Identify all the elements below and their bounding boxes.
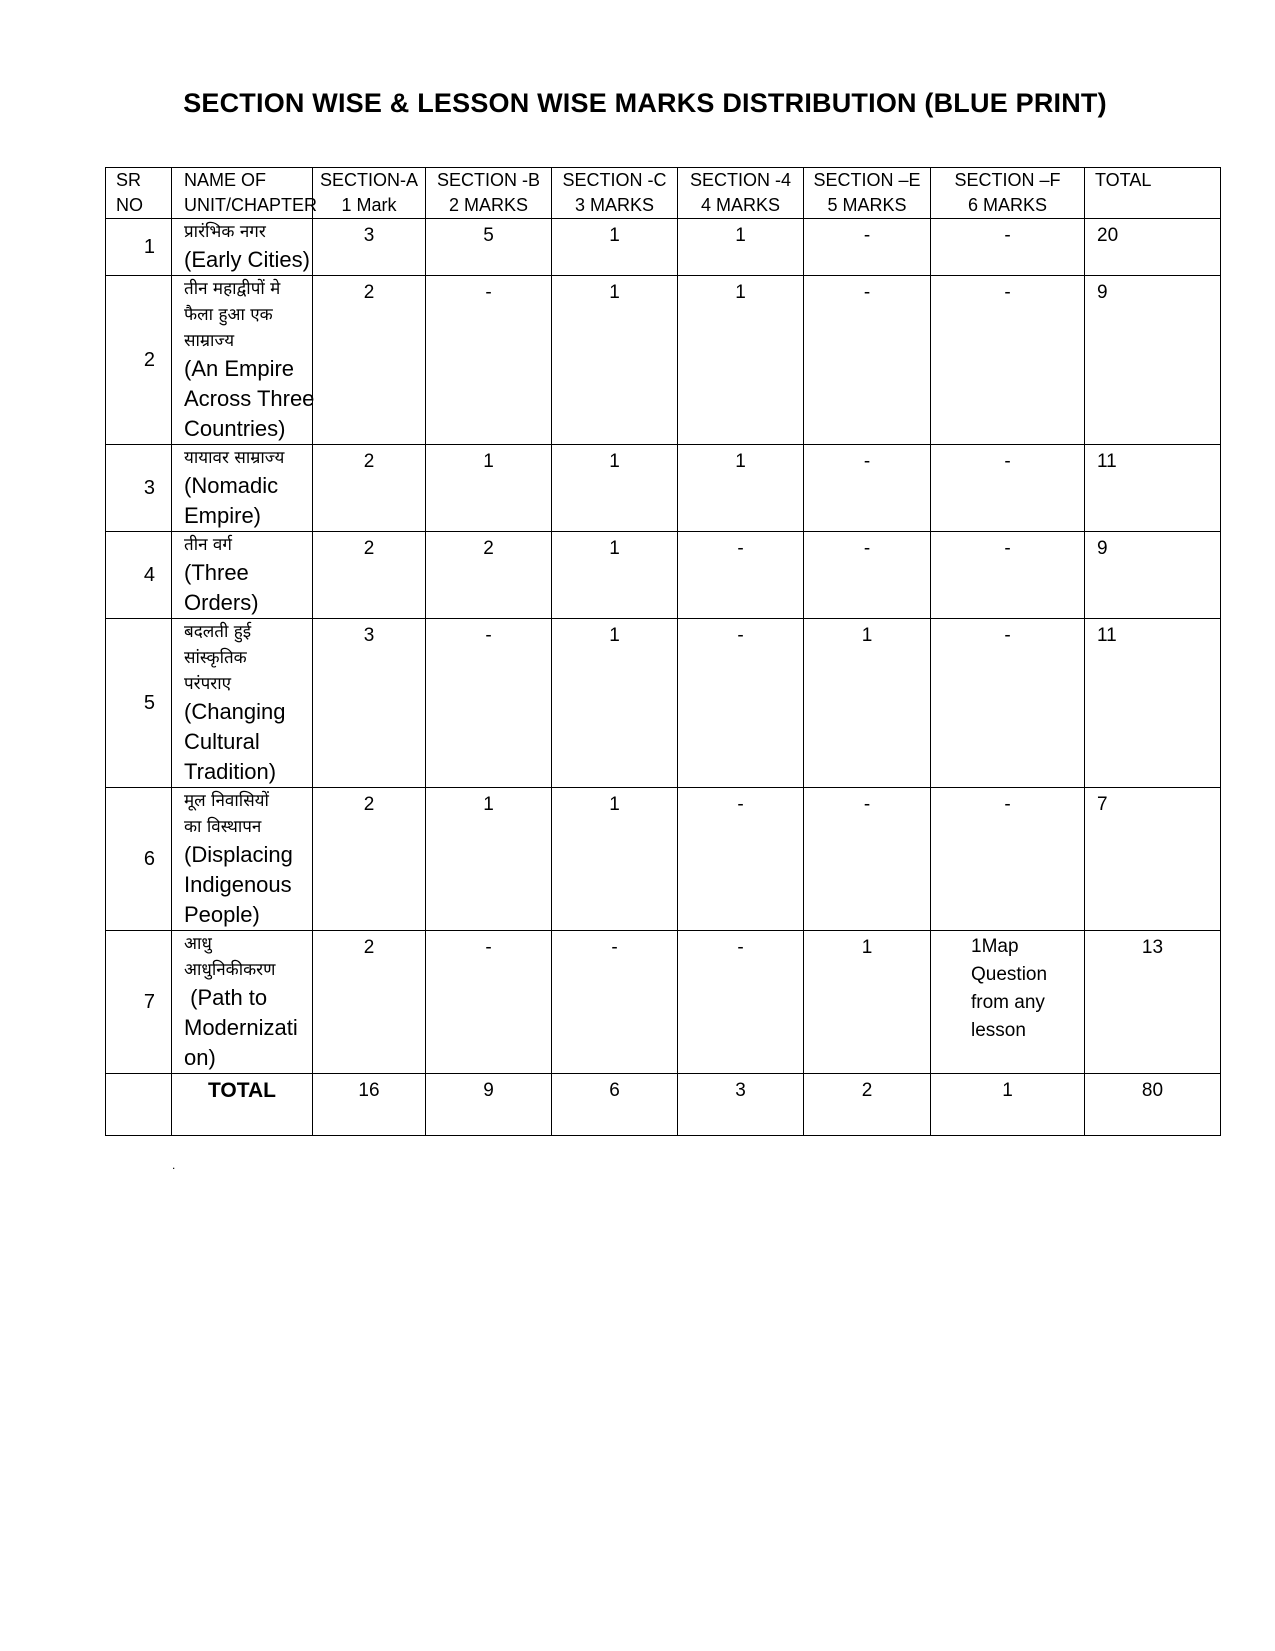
totals-cell: 1: [931, 1074, 1085, 1136]
header-name-line1: NAME OF: [184, 170, 267, 190]
note-line: from any: [971, 992, 1045, 1013]
chapter-english-line: People): [184, 902, 260, 927]
chapter-english-line: Across Three: [184, 386, 315, 411]
table-row: [106, 619, 1221, 788]
chapter-hindi-line: परंपराए: [184, 674, 232, 694]
chapter-english-line: (Displacing: [184, 842, 293, 867]
row-chapter-name: [172, 931, 313, 1074]
marks-cell: -: [804, 445, 931, 532]
header-section-b: [426, 168, 552, 219]
row-total: 11: [1085, 619, 1221, 788]
note-line: lesson: [971, 1020, 1026, 1041]
chapter-hindi-line: सांस्कृतिक: [184, 648, 247, 668]
header-section-b-title: SECTION -B: [436, 170, 540, 190]
header-sr: [106, 168, 172, 219]
marks-cell: -: [931, 532, 1085, 619]
chapter-english-line: Modernizati: [184, 1015, 298, 1040]
marks-cell: -: [552, 931, 678, 1074]
marks-cell: 3: [313, 219, 426, 276]
header-section-b-marks: 2 MARKS: [448, 195, 529, 215]
totals-cell: 2: [804, 1074, 931, 1136]
row-sr-no: 7: [106, 931, 172, 1074]
chapter-english-line: Empire): [184, 503, 262, 528]
marks-cell: 2: [313, 931, 426, 1074]
header-sr-line1: SR: [116, 170, 142, 190]
marks-cell: 2: [313, 276, 426, 445]
footer-mark: .: [172, 1158, 176, 1172]
table-row: [106, 219, 1221, 276]
marks-cell: -: [678, 619, 804, 788]
table-row: [106, 445, 1221, 532]
header-section-a: [313, 168, 426, 219]
marks-cell: 1: [552, 445, 678, 532]
marks-cell: 3: [313, 619, 426, 788]
marks-cell: 2: [313, 445, 426, 532]
marks-cell: -: [931, 788, 1085, 931]
row-sr-no: 4: [106, 532, 172, 619]
totals-cell: 6: [552, 1074, 678, 1136]
header-section-4-title: SECTION -4: [689, 170, 791, 190]
totals-label: TOTAL: [172, 1074, 313, 1136]
header-section-f: [931, 168, 1085, 219]
row-sr-no: 5: [106, 619, 172, 788]
row-total: 11: [1085, 445, 1221, 532]
chapter-english-line: (Nomadic: [184, 473, 279, 498]
chapter-hindi-line: मूल निवासियों: [184, 791, 269, 811]
row-sr-no: 3: [106, 445, 172, 532]
header-section-a-marks: 1 Mark: [341, 195, 397, 215]
chapter-english-line: Indigenous: [184, 872, 292, 897]
chapter-english-line: (Path to: [184, 985, 268, 1010]
totals-row: [106, 1074, 1221, 1136]
note-line: Question: [971, 964, 1048, 985]
marks-cell: -: [426, 931, 552, 1074]
marks-cell: -: [426, 619, 552, 788]
marks-cell: 1: [678, 219, 804, 276]
marks-cell: 1: [552, 619, 678, 788]
marks-cell: 1: [552, 219, 678, 276]
marks-cell: -: [931, 276, 1085, 445]
header-sr-line2: NO: [116, 195, 143, 215]
marks-cell: 1: [552, 532, 678, 619]
header-section-c-marks: 3 MARKS: [574, 195, 655, 215]
row-chapter-name: [172, 619, 313, 788]
row-chapter-name: [172, 788, 313, 931]
header-name-line2: UNIT/CHAPTER: [184, 195, 318, 215]
marks-cell: 1: [552, 276, 678, 445]
chapter-hindi-line: तीन महाद्वीपों मे: [184, 279, 281, 299]
header-section-e-marks: 5 MARKS: [827, 195, 907, 215]
row-total: 9: [1085, 532, 1221, 619]
page-title: SECTION WISE & LESSON WISE MARKS DISTRIBUTION (BLUE PRINT): [183, 88, 1107, 118]
row-total: 13: [1085, 931, 1221, 1074]
header-row: [106, 168, 1221, 219]
marks-cell: -: [678, 532, 804, 619]
header-section-c: [552, 168, 678, 219]
marks-cell: -: [804, 276, 931, 445]
marks-cell: -: [426, 276, 552, 445]
row-chapter-name: [172, 276, 313, 445]
marks-cell: 1: [678, 445, 804, 532]
row-total: 9: [1085, 276, 1221, 445]
table-row: [106, 532, 1221, 619]
grand-total: 80: [1085, 1074, 1221, 1136]
chapter-hindi-line: साम्राज्य: [184, 331, 235, 351]
marks-cell: 2: [313, 788, 426, 931]
chapter-english-line: (An Empire: [184, 356, 295, 381]
header-name: [172, 168, 318, 219]
marks-cell: 1: [804, 619, 931, 788]
marks-cell: -: [678, 931, 804, 1074]
marks-cell: -: [931, 619, 1085, 788]
chapter-english-line: Cultural: [184, 729, 260, 754]
totals-cell: 9: [426, 1074, 552, 1136]
chapter-english-line: Orders): [184, 590, 259, 615]
row-chapter-name: [172, 219, 313, 276]
header-section-c-title: SECTION -C: [562, 170, 667, 190]
marks-cell: 1: [678, 276, 804, 445]
header-section-f-title: SECTION –F: [954, 170, 1061, 190]
marks-cell: -: [804, 532, 931, 619]
marks-cell: -: [678, 788, 804, 931]
table-row: [106, 788, 1221, 931]
header-total: TOTAL: [1085, 168, 1221, 219]
marks-cell: 1: [426, 445, 552, 532]
header-section-4-marks: 4 MARKS: [700, 195, 781, 215]
map-question-note: [931, 931, 1085, 1074]
chapter-hindi-line: बदलती हुई: [184, 622, 252, 642]
marks-distribution-table: [105, 167, 1221, 1136]
chapter-hindi-line: आधु: [184, 934, 212, 954]
table-row: [106, 931, 1221, 1074]
chapter-english-line: on): [184, 1045, 216, 1070]
row-total: 20: [1085, 219, 1221, 276]
chapter-english-line: Countries): [184, 416, 286, 441]
row-sr-no: 2: [106, 276, 172, 445]
totals-cell: 3: [678, 1074, 804, 1136]
chapter-hindi-line: यायावर साम्राज्य: [184, 448, 285, 468]
marks-cell: -: [931, 219, 1085, 276]
header-section-4: [678, 168, 804, 219]
chapter-english-line: Tradition): [184, 759, 277, 784]
marks-cell: 2: [313, 532, 426, 619]
marks-cell: 1: [552, 788, 678, 931]
row-chapter-name: [172, 532, 313, 619]
totals-cell: 16: [313, 1074, 426, 1136]
row-sr-no: 6: [106, 788, 172, 931]
marks-cell: 1: [426, 788, 552, 931]
marks-cell: -: [804, 788, 931, 931]
row-total: 7: [1085, 788, 1221, 931]
chapter-hindi-line: फैला हुआ एक: [184, 305, 273, 325]
marks-cell: 5: [426, 219, 552, 276]
header-section-e: [804, 168, 931, 219]
table-row: [106, 276, 1221, 445]
chapter-hindi-line: का विस्थापन: [184, 817, 262, 837]
marks-cell: -: [804, 219, 931, 276]
chapter-hindi-line: तीन वर्ग: [184, 535, 232, 555]
note-line: 1Map: [971, 936, 1019, 957]
row-chapter-name: [172, 445, 313, 532]
header-section-f-marks: 6 MARKS: [967, 195, 1048, 215]
totals-sr-empty: [106, 1074, 172, 1136]
header-section-a-title: SECTION-A: [319, 170, 418, 190]
chapter-english-line: (Changing: [184, 699, 286, 724]
chapter-hindi-line: प्रारंभिक नगर: [184, 222, 266, 242]
marks-cell: -: [931, 445, 1085, 532]
chapter-hindi-line: आधुनिकीकरण: [184, 960, 276, 980]
chapter-english-line: (Three: [184, 560, 249, 585]
row-sr-no: 1: [106, 219, 172, 276]
chapter-english-line: (Early Cities): [184, 247, 310, 272]
marks-cell: 2: [426, 532, 552, 619]
header-section-e-title: SECTION –E: [813, 170, 921, 190]
marks-cell: 1: [804, 931, 931, 1074]
